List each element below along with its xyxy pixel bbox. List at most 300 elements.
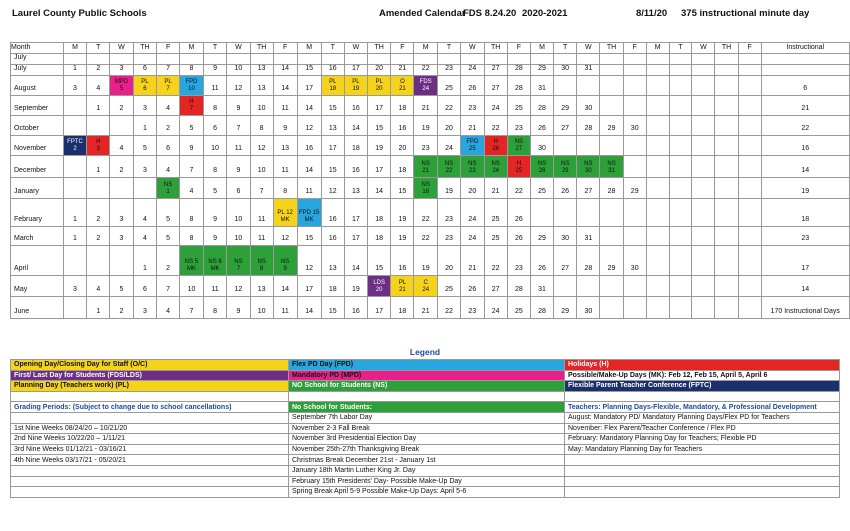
day-number: 13 [281, 145, 290, 152]
day-cell [250, 246, 273, 276]
day-number: 15 [305, 235, 314, 242]
day-cell [297, 136, 321, 156]
teacher-entry [565, 455, 840, 466]
col-day-header: F [391, 43, 414, 54]
day-number: 30 [538, 145, 546, 152]
day-cell [577, 246, 600, 276]
day-cell [554, 65, 577, 76]
day-cell [437, 136, 460, 156]
day-cell [484, 136, 507, 156]
day-cell [507, 199, 530, 227]
day-cell [461, 199, 484, 227]
day-cell [530, 227, 553, 246]
month-label: July [11, 54, 64, 65]
day-number: 3 [73, 286, 77, 293]
day-code: NS [280, 259, 290, 265]
day-cell [297, 156, 321, 178]
day-number: 25 [445, 286, 453, 293]
instructional-days: 22 [761, 116, 850, 136]
day-cell [133, 297, 156, 319]
day-number: 25 [514, 105, 523, 112]
day-cell [203, 297, 227, 319]
day-cell [600, 136, 623, 156]
col-day-header: F [157, 43, 180, 54]
day-cell [203, 54, 227, 65]
day-cell [414, 178, 437, 199]
day-number: 13 [351, 188, 360, 195]
day-code: NS [234, 259, 243, 265]
day-number: 1 [73, 235, 77, 242]
col-day-header: T [203, 43, 227, 54]
day-cell [180, 156, 204, 178]
day-number: 23 [421, 145, 430, 152]
day-cell [715, 227, 738, 246]
day-number: 25 [515, 168, 523, 174]
day-number: 8 [213, 308, 218, 315]
day-number: 8 [259, 125, 264, 132]
day-code: NS [163, 182, 173, 188]
day-cell [250, 276, 273, 297]
day-cell [669, 227, 692, 246]
day-cell [180, 227, 204, 246]
legend-spacer [11, 391, 289, 402]
day-number: 13 [257, 85, 266, 92]
teacher-entry [565, 487, 840, 498]
day-number: 18 [398, 167, 407, 174]
day-code: PL [329, 79, 337, 85]
day-number: 27 [584, 188, 593, 195]
day-number: 8 [283, 188, 288, 195]
teacher-entry: November: Flex Parent/Teacher Conference / Flex PD [565, 423, 840, 434]
day-cell [87, 96, 110, 116]
day-cell [484, 246, 507, 276]
day-code: LDS [373, 280, 385, 286]
day-cell [461, 54, 484, 65]
day-number: 7 [259, 188, 264, 195]
day-number: 7 [236, 125, 241, 132]
month-label: February [11, 199, 64, 227]
month-label: June [11, 297, 64, 319]
day-number: 28 [584, 125, 593, 132]
day-number: 8 [189, 235, 194, 242]
col-day-header: T [669, 43, 692, 54]
day-cell [530, 199, 553, 227]
day-cell [227, 76, 250, 96]
day-cell [157, 76, 180, 96]
day-code: MPD [114, 79, 129, 85]
day-cell [63, 246, 87, 276]
day-number: 22 [445, 105, 453, 112]
day-cell [273, 136, 297, 156]
ns-title: No School for Students: [289, 402, 565, 413]
legend-fptc: Flexible Parent Teacher Conference (FPTC) [565, 381, 840, 392]
day-cell [414, 297, 437, 319]
day-number: 26 [468, 85, 477, 92]
day-number: 25 [445, 85, 453, 92]
day-code: C [423, 280, 428, 286]
day-number: 18 [328, 286, 337, 293]
day-number: 17 [375, 308, 384, 315]
grading-period [11, 412, 289, 423]
day-number: 21 [399, 86, 406, 92]
day-number: 12 [328, 188, 337, 195]
month-label: November [11, 136, 64, 156]
grading-period [11, 465, 289, 476]
day-number: 19 [351, 286, 360, 293]
day-cell [367, 76, 390, 96]
day-cell [530, 246, 553, 276]
day-number: 9 [213, 65, 218, 72]
col-day-header: TH [133, 43, 156, 54]
day-cell [133, 76, 156, 96]
day-cell [577, 116, 600, 136]
day-number: 21 [468, 125, 477, 132]
day-number: 22 [514, 188, 523, 195]
day-number: 6 [142, 286, 147, 293]
day-number: 18 [422, 189, 430, 195]
day-number: 26 [468, 286, 477, 293]
day-cell [623, 76, 646, 96]
day-number: 13 [328, 265, 337, 272]
day-number: 31 [538, 286, 546, 293]
day-number: 3 [142, 167, 147, 174]
day-number: 27 [561, 125, 570, 132]
day-code: NS [421, 182, 430, 188]
day-number: 7 [166, 86, 170, 92]
month-row [11, 116, 850, 136]
day-cell [273, 156, 297, 178]
day-code: PL [141, 79, 149, 85]
month-label: May [11, 276, 64, 297]
day-cell [250, 76, 273, 96]
day-number: 10 [234, 235, 243, 242]
day-number: 27 [515, 146, 523, 152]
day-number: 3 [73, 85, 77, 92]
day-cell [414, 136, 437, 156]
day-number: 10 [188, 86, 195, 92]
day-number: 21 [399, 287, 406, 293]
day-cell [203, 65, 227, 76]
day-cell [157, 199, 180, 227]
day-cell [203, 96, 227, 116]
day-cell [692, 178, 715, 199]
day-cell [437, 116, 460, 136]
day-cell [297, 178, 321, 199]
day-cell [554, 156, 577, 178]
day-cell [391, 246, 414, 276]
day-number: 8 [189, 65, 194, 72]
day-number: 22 [445, 308, 453, 315]
day-number: 4 [142, 235, 147, 242]
day-number: 28 [514, 286, 523, 293]
day-cell [344, 246, 367, 276]
day-cell [391, 116, 414, 136]
day-cell [738, 227, 761, 246]
day-cell [63, 65, 87, 76]
day-number: 10 [211, 145, 219, 152]
day-number: 8 [213, 105, 218, 112]
day-cell [530, 116, 553, 136]
day-cell [623, 178, 646, 199]
day-cell [461, 246, 484, 276]
day-cell [600, 54, 623, 65]
day-number: 14 [305, 105, 314, 112]
day-cell [414, 65, 437, 76]
day-cell [180, 276, 204, 297]
day-cell [577, 227, 600, 246]
day-cell [738, 54, 761, 65]
legend-planning: Planning Day (Teachers work) (PL) [11, 381, 289, 392]
day-number: 9 [236, 308, 241, 315]
day-cell [133, 178, 156, 199]
day-number: 7 [189, 106, 194, 112]
day-cell [344, 199, 367, 227]
legend-flex-pd: Flex PD Day (FPD) [289, 360, 565, 371]
day-cell [250, 227, 273, 246]
day-number: 2 [119, 105, 124, 112]
day-code: H [189, 99, 194, 105]
day-cell [623, 65, 646, 76]
instructional-days: 16 [761, 136, 850, 156]
day-cell [321, 54, 344, 65]
day-number: 21 [398, 65, 407, 72]
day-cell [484, 178, 507, 199]
day-cell [391, 96, 414, 116]
col-day-header: M [180, 43, 204, 54]
day-cell [344, 227, 367, 246]
day-number: 12 [234, 85, 243, 92]
day-cell [133, 199, 156, 227]
day-number: 7 [189, 167, 194, 174]
day-number: 22 [421, 216, 430, 223]
minutes-label: 375 instructional minute day [681, 8, 810, 19]
day-number: 7 [189, 308, 194, 315]
day-cell [554, 178, 577, 199]
day-cell [577, 199, 600, 227]
day-cell [110, 227, 134, 246]
day-cell [715, 136, 738, 156]
day-cell [623, 156, 646, 178]
day-cell [273, 246, 297, 276]
day-cell [738, 116, 761, 136]
day-number: 17 [351, 65, 360, 72]
day-number: 11 [281, 105, 289, 112]
day-cell [554, 227, 577, 246]
day-code: H [493, 139, 498, 145]
day-cell [669, 297, 692, 319]
day-number: 6 [143, 86, 147, 92]
day-cell [692, 199, 715, 227]
instructional-days: 170 Instructional Days [761, 297, 850, 319]
day-cell [623, 96, 646, 116]
day-number: 4 [119, 145, 124, 152]
day-cell [646, 136, 669, 156]
day-cell [157, 246, 180, 276]
day-number: 15 [398, 188, 407, 195]
day-number: 24 [468, 235, 477, 242]
day-cell [367, 246, 390, 276]
day-number: 29 [538, 235, 546, 242]
day-cell [530, 276, 553, 297]
day-cell [133, 96, 156, 116]
day-number: 21 [421, 105, 430, 112]
day-cell [437, 227, 460, 246]
day-number: 9 [236, 105, 241, 112]
day-number: 26 [538, 265, 546, 272]
fds-label: FDS 8.24.20 [463, 8, 517, 19]
col-day-header: M [414, 43, 437, 54]
day-cell [157, 227, 180, 246]
day-cell [321, 178, 344, 199]
day-cell [692, 246, 715, 276]
day-cell [110, 156, 134, 178]
day-code: PL 12 [277, 210, 293, 216]
day-number: 30 [561, 65, 570, 72]
day-code: H [516, 161, 522, 167]
day-cell [273, 178, 297, 199]
day-number: 22 [491, 265, 500, 272]
day-number: 14 [351, 125, 360, 132]
col-day-header: W [577, 43, 600, 54]
day-cell [669, 136, 692, 156]
day-number: 29 [607, 265, 616, 272]
day-cell [180, 297, 204, 319]
day-cell [414, 246, 437, 276]
day-number: 1 [142, 265, 147, 272]
day-cell [110, 76, 134, 96]
day-cell [715, 76, 738, 96]
day-cell [414, 116, 437, 136]
day-number: 17 [305, 85, 314, 92]
day-cell [133, 227, 156, 246]
day-cell [203, 199, 227, 227]
day-cell [227, 276, 250, 297]
teacher-entry [565, 476, 840, 487]
day-cell [87, 199, 110, 227]
legend-table [10, 359, 840, 498]
day-number: 27 [491, 65, 500, 72]
no-school-entry: January 18th Martin Luther King Jr. Day [289, 465, 565, 476]
day-cell [367, 54, 390, 65]
grading-period: 4th Nine Weeks 03/17/21 - 05/20/21 [11, 455, 289, 466]
day-cell [692, 136, 715, 156]
day-number: 11 [281, 308, 289, 315]
day-number: 28 [584, 265, 593, 272]
day-code: PL [164, 79, 172, 85]
month-label: October [11, 116, 64, 136]
day-cell [692, 227, 715, 246]
day-cell [63, 54, 87, 65]
day-number: 16 [328, 216, 337, 223]
day-number: 3 [119, 216, 124, 223]
day-number: 22 [491, 125, 500, 132]
day-number: 9 [213, 216, 218, 223]
day-number: 10 [257, 308, 266, 315]
day-cell [646, 65, 669, 76]
day-cell [87, 65, 110, 76]
no-school-entry: February 15th Presidents' Day- Possible Make-Up Day [289, 476, 565, 487]
day-number: 30 [584, 308, 593, 315]
day-number: 29 [538, 65, 546, 72]
day-cell [273, 276, 297, 297]
day-cell [344, 178, 367, 199]
day-cell [715, 246, 738, 276]
instructional-days [761, 65, 850, 76]
day-cell [203, 178, 227, 199]
day-cell [273, 297, 297, 319]
month-row [11, 156, 850, 178]
day-number: 2 [166, 265, 171, 272]
day-cell [367, 297, 390, 319]
day-cell [646, 297, 669, 319]
day-code: NS [421, 161, 430, 167]
day-cell [367, 199, 390, 227]
day-cell [414, 199, 437, 227]
day-cell [250, 178, 273, 199]
day-cell [646, 96, 669, 116]
day-cell [600, 199, 623, 227]
day-cell [437, 76, 460, 96]
day-cell [321, 96, 344, 116]
day-number: 23 [468, 105, 477, 112]
day-cell [437, 276, 460, 297]
day-number: 2 [119, 167, 124, 174]
day-number: 29 [561, 105, 570, 112]
day-cell [577, 156, 600, 178]
day-number: 31 [584, 235, 593, 242]
day-cell [227, 227, 250, 246]
day-cell [692, 297, 715, 319]
grading-period: 2nd Nine Weeks 10/22/20 – 1/11/21 [11, 434, 289, 445]
day-cell [461, 178, 484, 199]
day-code: FPD [466, 139, 479, 145]
day-cell [738, 297, 761, 319]
day-number: 11 [257, 216, 266, 223]
instructional-days: 6 [761, 76, 850, 96]
day-cell [715, 297, 738, 319]
no-school-entry: September 7th Labor Day [289, 412, 565, 423]
day-cell [227, 54, 250, 65]
day-cell [669, 116, 692, 136]
day-number: 17 [351, 235, 360, 242]
day-cell [577, 96, 600, 116]
day-cell [391, 178, 414, 199]
day-number: 18 [398, 105, 407, 112]
day-cell [437, 246, 460, 276]
day-number: 11 [257, 235, 266, 242]
day-cell [484, 276, 507, 297]
day-cell [669, 199, 692, 227]
day-number: 20 [375, 86, 383, 92]
day-cell [507, 54, 530, 65]
day-cell [461, 297, 484, 319]
day-cell [203, 136, 227, 156]
day-cell [692, 65, 715, 76]
day-cell [273, 54, 297, 65]
day-cell [669, 76, 692, 96]
day-number: 16 [351, 308, 360, 315]
school-name: Laurel County Public Schools [12, 8, 147, 19]
day-cell [297, 65, 321, 76]
day-cell [203, 276, 227, 297]
day-number: 22 [421, 235, 430, 242]
day-code: NS [514, 139, 524, 145]
day-cell [414, 227, 437, 246]
day-number: 17 [375, 167, 384, 174]
grading-title: Grading Periods: (Subject to change due to school cancellations) [11, 402, 289, 413]
day-cell [577, 65, 600, 76]
day-number: 15 [375, 125, 384, 132]
